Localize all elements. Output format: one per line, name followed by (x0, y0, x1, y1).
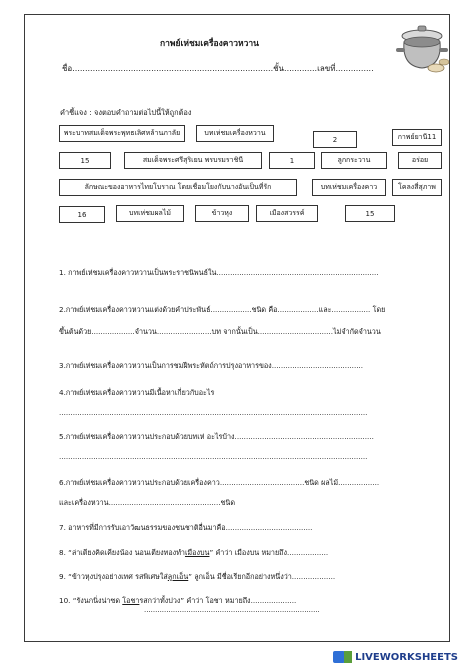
question-4-answer-line[interactable]: ....................................................................................................................................... (59, 408, 368, 417)
answer-chip[interactable]: ลูกกระวาน (321, 152, 387, 169)
answer-chip[interactable]: สมเด็จพระศรีสุริเยน พรบรมราชินี (124, 152, 262, 169)
answer-chip[interactable]: ข้าวหุง (195, 205, 249, 222)
cooking-pot-icon (392, 22, 450, 74)
liveworksheets-logo-icon-part (344, 651, 352, 663)
brand-name: LIVEWORKSHEETS (355, 651, 458, 663)
page-title: กาพย์เห่ชมเครื่องคาวหวาน (160, 39, 259, 49)
question-2-line-2[interactable]: ขึ้นต้นด้วย...................จำนวน........................บท จากนั้นเป็น.................................ไม่จำกัดจำนวน (59, 327, 381, 336)
answer-chip[interactable]: เมืองสวรรค์ (256, 205, 318, 222)
question-9-text: 9. “ข้าวหุงปรุงอย่างเทศ รสพิเศษใส่ (59, 572, 168, 581)
question-8-text: 8. “ล่าเตียงคิดเคียงน้อง นอนเตียงทองทำ (59, 548, 185, 557)
question-5-answer-line[interactable]: ....................................................................................................................................... (59, 452, 368, 461)
liveworksheets-logo (333, 651, 458, 663)
answer-chip[interactable]: ลักษณะของอาหารไทยโบราณ โดยเชื่อมโยงกับนางอันเป็นที่รัก (59, 179, 297, 196)
question-9[interactable] (59, 572, 335, 583)
answer-chip[interactable]: พระบาทสมเด็จพระพุทธเลิศหล้านภาลัย (59, 125, 185, 142)
answer-chip[interactable]: 15 (345, 205, 395, 222)
question-6-line-2[interactable]: และเครื่องหวาน.................................................ชนิด (59, 498, 235, 507)
answer-chip[interactable]: บทเห่ชมเครื่องคาว (312, 179, 386, 196)
question-10-blank[interactable]: รสกว่าทั้งปวง” คำว่า โอชา หมายถึง.................... (139, 596, 297, 605)
question-9-blank[interactable]: ” ลูกเอ็น มีชื่อเรียกอีกอย่างหนึ่งว่า................... (188, 572, 336, 581)
answer-chip[interactable]: บทเห่ชมเครื่องหวาน (196, 125, 274, 142)
question-8-underlined-word: เมืองบน (184, 548, 210, 557)
answer-chip[interactable]: 1 (269, 152, 315, 169)
question-10-text: 10. “รังนกนิ่งน่าซด (59, 596, 123, 605)
instruction-text: คำชี้แจง : จงตอบคำถามต่อไปนี้ให้ถูกต้อง (60, 108, 192, 117)
answer-chip[interactable]: 16 (59, 206, 105, 223)
question-10-answer-line[interactable]: ............................................................................... (144, 606, 320, 614)
question-8-blank[interactable]: ” คำว่า เมืองบน หมายถึง.................. (209, 548, 329, 557)
question-2-line-1[interactable]: 2.กาพย์เห่ชมเครื่องคาวหวานแต่งด้วยคำประพันธ์..................ชนิด คือ..................และ................. โดย (59, 305, 386, 314)
question-4: 4.กาพย์เห่ชมเครื่องคาวหวานมีเนื้อหาเกี่ยวกับอะไร (59, 388, 215, 397)
answer-chip[interactable]: โคลงสี่สุภาพ (392, 179, 442, 196)
question-9-underlined-word: ลูกเอ็น (167, 572, 189, 581)
question-8[interactable] (59, 548, 328, 559)
answer-chip[interactable]: บทเห่ชมผลไม้ (116, 205, 184, 222)
answer-chip[interactable]: 15 (59, 152, 111, 169)
answer-chip[interactable]: อร่อย (398, 152, 442, 169)
question-5[interactable]: 5.กาพย์เห่ชมเครื่องคาวหวานประกอบด้วยบทเห่ อะไรบ้าง............................................................. (59, 432, 374, 441)
question-7[interactable]: 7. อาหารที่มีการรับเอาวัฒนธรรมของชนชาติอื่นมาคือ...................................... (59, 523, 313, 532)
answer-chip[interactable]: 2 (313, 131, 357, 148)
question-3[interactable]: 3.กาพย์เห่ชมเครื่องคาวหวานเป็นการชมฝีพระหัตถ์การปรุงอาหารของ........................................ (59, 361, 364, 370)
question-6-line-1[interactable]: 6.กาพย์เห่ชมเครื่องคาวหวานประกอบด้วยเครื่องคาว.....................................ชนิด ผลไม้.................. (59, 478, 380, 487)
question-1[interactable]: 1. กาพย์เห่ชมเครื่องคาวหวานเป็นพระราชนิพนธ์ใน....................................................................... (59, 268, 379, 277)
name-class-number-line[interactable]: ชื่อ...............................................................................ชั้น.............เลขที่............... (62, 64, 374, 73)
answer-chip[interactable]: กาพย์ยานี11 (392, 129, 442, 146)
question-10-underlined-word: โอชา (122, 596, 140, 605)
